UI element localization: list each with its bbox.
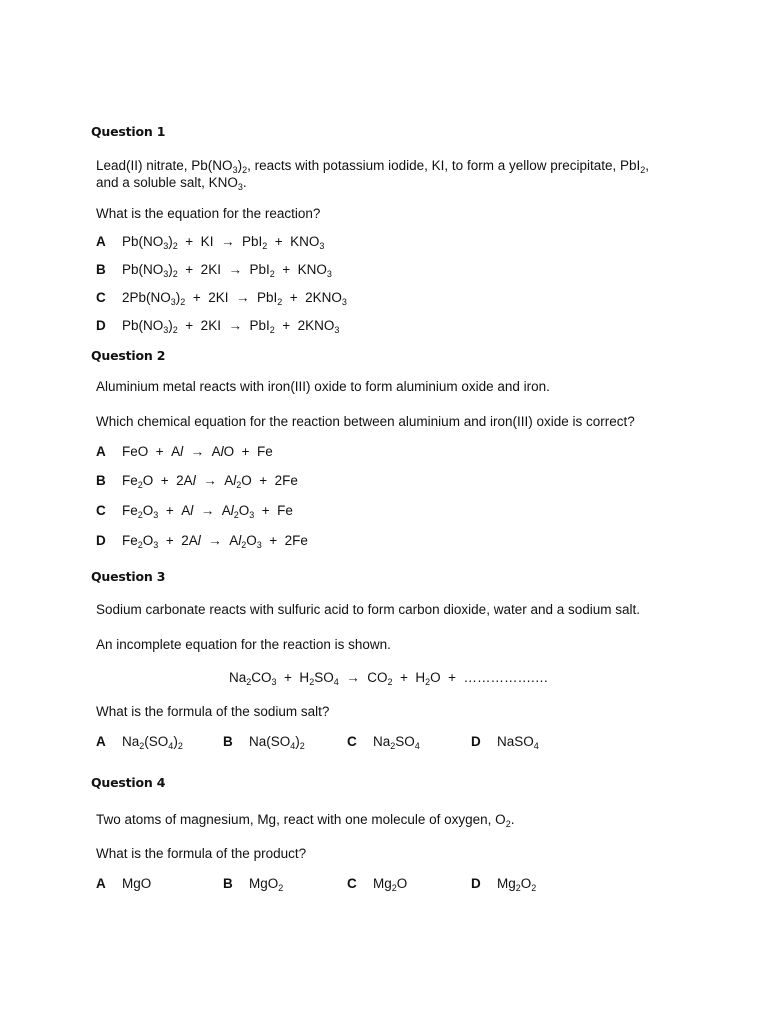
question-2-option-d: D $Fe_2O_3 + 2Al \to Al_2O_3 + 2Fe$ <box>96 533 308 550</box>
question-4-option-a: A MgO <box>96 876 152 891</box>
question-4-option-c: C $Mg_2O$ <box>347 876 408 893</box>
question-3-option-d: D NaSO$_4$ <box>471 734 539 751</box>
question-3-stem: Sodium carbonate reacts with sulfuric acid to form carbon dioxide, water and a sodium salt. <box>96 602 641 617</box>
question-1-stem-line-2: and a soluble salt, $KNO_3$. <box>96 175 247 192</box>
question-3-intro: An incomplete equation for the reaction is shown. <box>96 637 391 652</box>
question-3-option-c: C $Na_2SO_4$ <box>347 734 420 751</box>
question-1-option-b: B $Pb(NO_3)_2 + 2KI \to PbI_2 + KNO_3$ <box>96 262 332 279</box>
question-2-option-b: B $Fe_2O + 2Al \to Al_2O + 2Fe$ <box>96 473 298 490</box>
question-4-heading: Question 4 <box>91 775 166 790</box>
question-1-option-a: A $Pb(NO_3)_2$ + KI → $PbI_2 + KNO_3$ <box>96 234 325 251</box>
question-3-equation: $Na_2CO_3 + H_2SO_4 \to CO_2 + H_2O$ + …………….… <box>229 670 549 687</box>
question-3-option-a: A $Na_2(SO_4)_2$ <box>96 734 183 751</box>
question-1-option-d: D $Pb(NO_3)_2 + 2KI \to PbI_2 + 2KNO_3$ <box>96 318 340 335</box>
question-4-stem: Two atoms of magnesium, Mg, react with one molecule of oxygen, $O_2$. <box>96 812 515 829</box>
question-2-heading: Question 2 <box>91 348 166 363</box>
question-3-option-b: B $Na(SO_4)_2$ <box>223 734 305 751</box>
question-3-heading: Question 3 <box>91 569 166 584</box>
question-4-option-b: B MgO$_2$ <box>223 876 284 893</box>
question-2-option-c: C $Fe_2O_3 + Al \to Al_2O_3 + Fe$ <box>96 503 293 520</box>
question-1-heading: Question 1 <box>91 124 166 139</box>
question-1-stem-line-1: Lead(II) nitrate, $Pb(NO_3)_2$, reacts with potassium iodide, KI, to form a yellow precipitate, PbI$_2$, <box>96 158 650 175</box>
question-1-prompt: What is the equation for the reaction? <box>96 206 321 221</box>
question-2-prompt: Which chemical equation for the reaction between aluminium and iron(III) oxide is correct? <box>96 414 635 429</box>
question-1-option-c: C $2Pb(NO_3)_2 + 2KI \to PbI_2 + 2KNO_3$ <box>96 290 347 307</box>
question-3-prompt: What is the formula of the sodium salt? <box>96 704 330 719</box>
question-2-option-a: A FeO + Al → AlO + Fe <box>96 444 273 459</box>
question-2-stem: Aluminium metal reacts with iron(III) oxide to form aluminium oxide and iron. <box>96 379 550 394</box>
question-4-option-d: D $Mg_2O_2$ <box>471 876 537 893</box>
question-4-prompt: What is the formula of the product? <box>96 846 307 861</box>
